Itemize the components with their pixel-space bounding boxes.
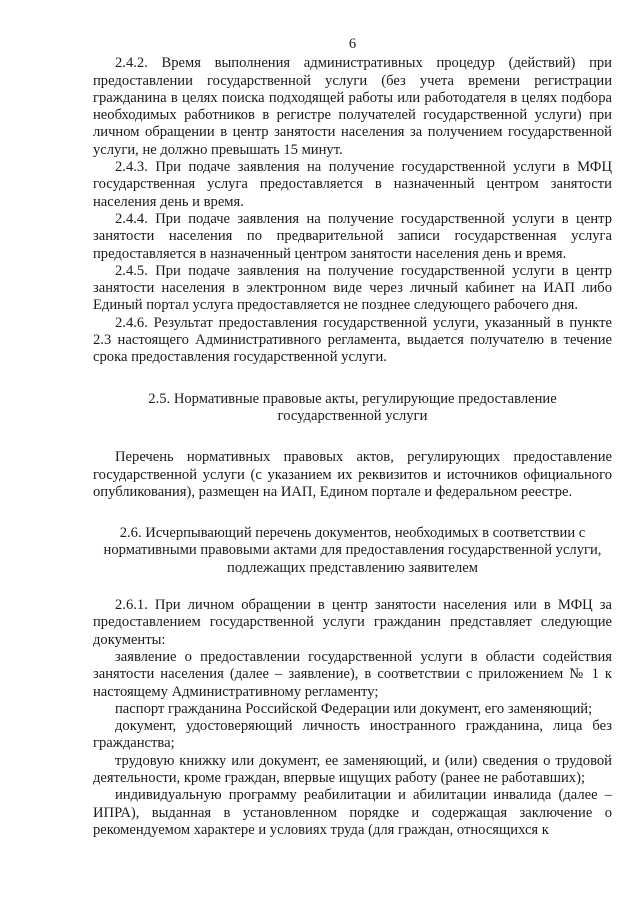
paragraph-2-4-6: 2.4.6. Результат предоставления государственной услуги, указанный в пункте 2.3 настоящего Административного регламента, выдается получателю в течение срока предоставления государственной услуги. bbox=[93, 314, 612, 366]
section-2-5-heading-line1: 2.5. Нормативные правовые акты, регулирующие предоставление bbox=[148, 390, 557, 407]
section-2-5-heading-line2: государственной услуги bbox=[277, 407, 428, 424]
list-item-application: заявление о предоставлении государственной услуги в области содействия занятости населения (далее – заявление), в соответствии с приложением № 1 к настоящему Административному регламенту; bbox=[93, 648, 612, 700]
paragraph-2-4-5: 2.4.5. При подаче заявления на получение государственной услуги в центр занятости населения в электронном виде через личный кабинет на ИАП либо Единый портал услуга предоставляется не позднее следующего рабочего дня. bbox=[93, 262, 612, 314]
list-item-foreign-id: документ, удостоверяющий личность иностранного гражданина, лица без гражданства; bbox=[93, 718, 612, 752]
list-item-ipra: индивидуальную программу реабилитации и абилитации инвалида (далее – ИПРА), выданная в установленном порядке и содержащая заключение о рекомендуемом характере и условиях труда (для граждан, относящихся к bbox=[93, 787, 612, 838]
list-item-passport: паспорт гражданина Российской Федерации или документ, его заменяющий; bbox=[115, 700, 593, 717]
list-item-work-record: трудовую книжку или документ, ее заменяющий, и (или) сведения о трудовой деятельности, кроме граждан, впервые ищущих работу (ранее не работавших); bbox=[93, 752, 612, 786]
section-2-5-text: Перечень нормативных правовых актов, регулирующих предоставление государственной услуги (с указанием их реквизитов и источников официального опубликования), размещен на ИАП, Едином портале и федеральном реестре. bbox=[93, 449, 612, 500]
section-2-6-heading-line2: нормативными правовыми актами для предоставления государственной услуги, bbox=[103, 542, 602, 559]
paragraph-2-4-4: 2.4.4. При подаче заявления на получение государственной услуги в центр занятости населения по предварительной записи государственная услуга предоставляется в назначенный центром занятости населения день и время. bbox=[93, 210, 612, 262]
section-2-6-heading-line3: подлежащих представлению заявителем bbox=[227, 559, 478, 576]
section-2-5-heading bbox=[93, 391, 612, 426]
section-2-6-heading-line1: 2.6. Исчерпывающий перечень документов, необходимых в соответствии с bbox=[119, 525, 586, 542]
page-number: 6 bbox=[348, 36, 357, 52]
section-2-6-heading bbox=[93, 525, 612, 577]
paragraph-2-4-2: 2.4.2. Время выполнения административных процедур (действий) при предоставлении государственной услуги (без учета времени регистрации гражданина в целях поиска подходящей работы или работодателя в целях подбора необходимых работников в регистре получателей государственной услуги) при личном обращении в центр занятости населения за получением государственной услуги, не должно превышать 15 минут. bbox=[93, 55, 612, 158]
paragraph-2-6-1: 2.6.1. При личном обращении в центр занятости населения или в МФЦ за предоставлением государственной услуги гражданин представляет следующие документы: bbox=[93, 597, 612, 648]
paragraph-2-4-3: 2.4.3. При подаче заявления на получение государственной услуги в МФЦ государственная услуга предоставляется в назначенный центром занятости населения день и время. bbox=[93, 159, 612, 210]
